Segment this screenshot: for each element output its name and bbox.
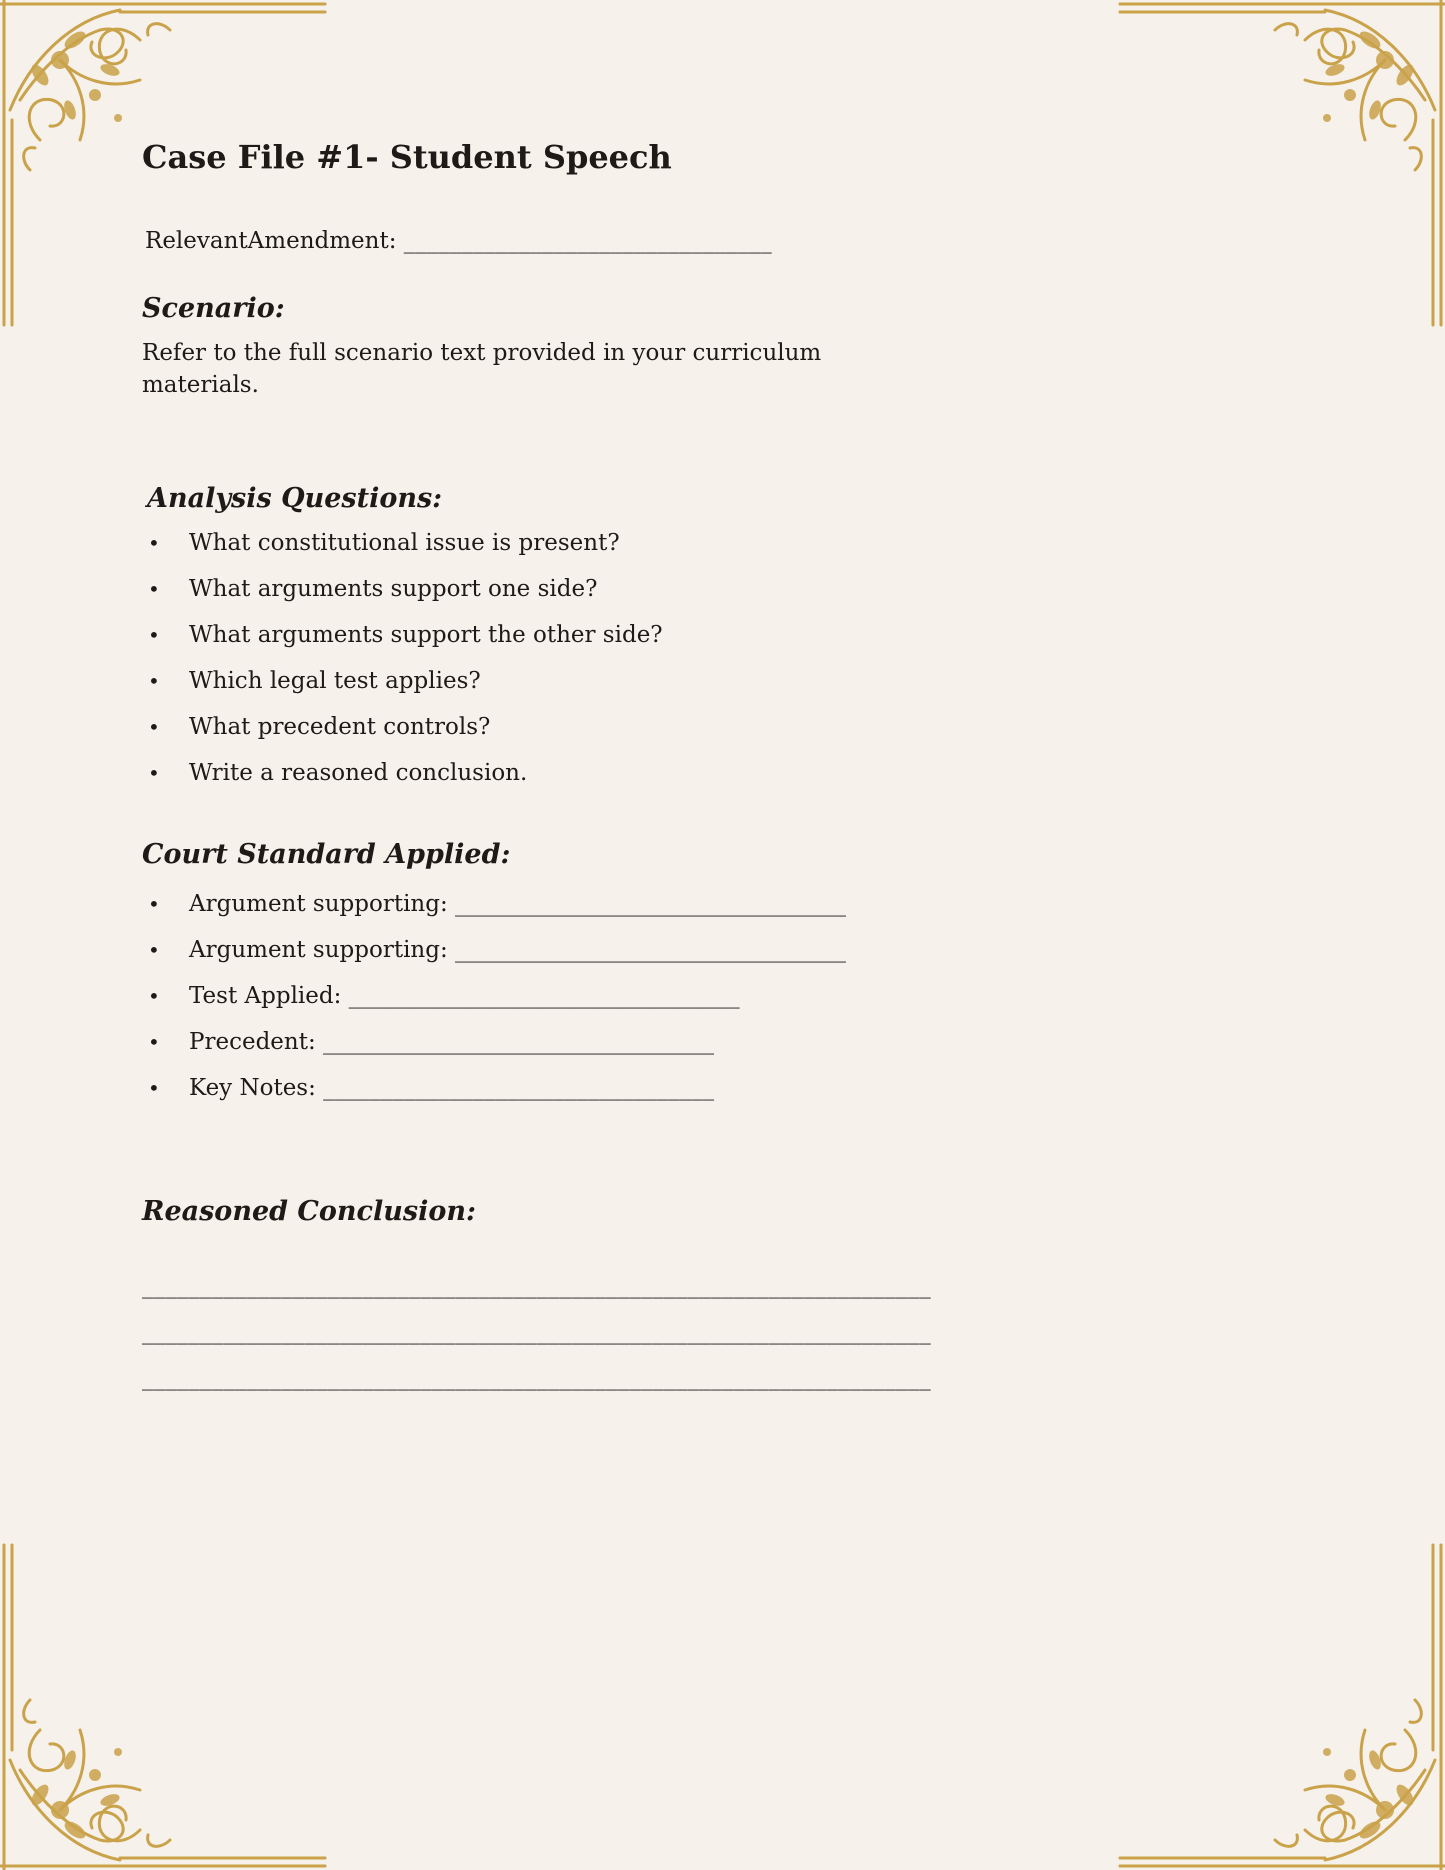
analysis-question: What constitutional issue is present? — [189, 530, 620, 556]
page-title: Case File #1- Student Speech — [142, 138, 672, 176]
court-standard-field: Key Notes: __________________________________ — [189, 1075, 715, 1101]
bullet-icon: • — [148, 577, 160, 601]
analysis-question: Write a reasoned conclusion. — [189, 760, 528, 786]
list-item — [142, 1072, 846, 1118]
court-standard-heading: Court Standard Applied: — [142, 839, 511, 870]
reasoned-conclusion-heading: Reasoned Conclusion: — [142, 1196, 476, 1227]
list-item — [142, 888, 846, 934]
court-standard-field: Precedent: __________________________________ — [189, 1029, 715, 1055]
bullet-icon: • — [148, 938, 160, 962]
conclusion-lines — [142, 1263, 931, 1401]
court-standard-field: Test Applied: __________________________________ — [189, 983, 740, 1009]
analysis-question: What precedent controls? — [189, 714, 491, 740]
list-item — [142, 1026, 846, 1072]
analysis-question: What arguments support the other side? — [189, 622, 663, 648]
court-standard-list — [142, 888, 846, 1118]
list-item — [142, 934, 846, 980]
analysis-question: What arguments support one side? — [189, 576, 598, 602]
analysis-question: Which legal test applies? — [189, 668, 481, 694]
conclusion-line: ____________________________________________________________________ — [142, 1365, 931, 1391]
bullet-icon: • — [148, 984, 160, 1008]
analysis-questions-heading: Analysis Questions: — [147, 483, 443, 514]
bullet-icon: • — [148, 669, 160, 693]
conclusion-line: ____________________________________________________________________ — [142, 1273, 931, 1299]
bullet-icon: • — [148, 892, 160, 916]
bullet-icon: • — [148, 715, 160, 739]
court-standard-field: Argument supporting: __________________________________ — [189, 891, 847, 917]
list-item — [142, 757, 663, 803]
corner-ornament-bottom-right — [1115, 1540, 1445, 1870]
corner-ornament-bottom-left — [0, 1540, 330, 1870]
bullet-icon: • — [148, 623, 160, 647]
list-item — [142, 619, 663, 665]
scenario-body: Refer to the full scenario text provided in your curriculum materials. — [142, 340, 822, 398]
bullet-icon: • — [148, 761, 160, 785]
list-item — [142, 573, 663, 619]
scenario-heading: Scenario: — [142, 293, 285, 324]
list-item — [142, 665, 663, 711]
relevant-amendment-field: RelevantAmendment: ________________________________ — [145, 228, 772, 254]
court-standard-field: Argument supporting: __________________________________ — [189, 937, 847, 963]
bullet-icon: • — [148, 1030, 160, 1054]
list-item — [142, 980, 846, 1026]
conclusion-line: ____________________________________________________________________ — [142, 1319, 931, 1345]
bullet-icon: • — [148, 531, 160, 555]
analysis-questions-list — [142, 527, 663, 803]
corner-ornament-top-right — [1115, 0, 1445, 330]
list-item — [142, 527, 663, 573]
bullet-icon: • — [148, 1076, 160, 1100]
list-item — [142, 711, 663, 757]
